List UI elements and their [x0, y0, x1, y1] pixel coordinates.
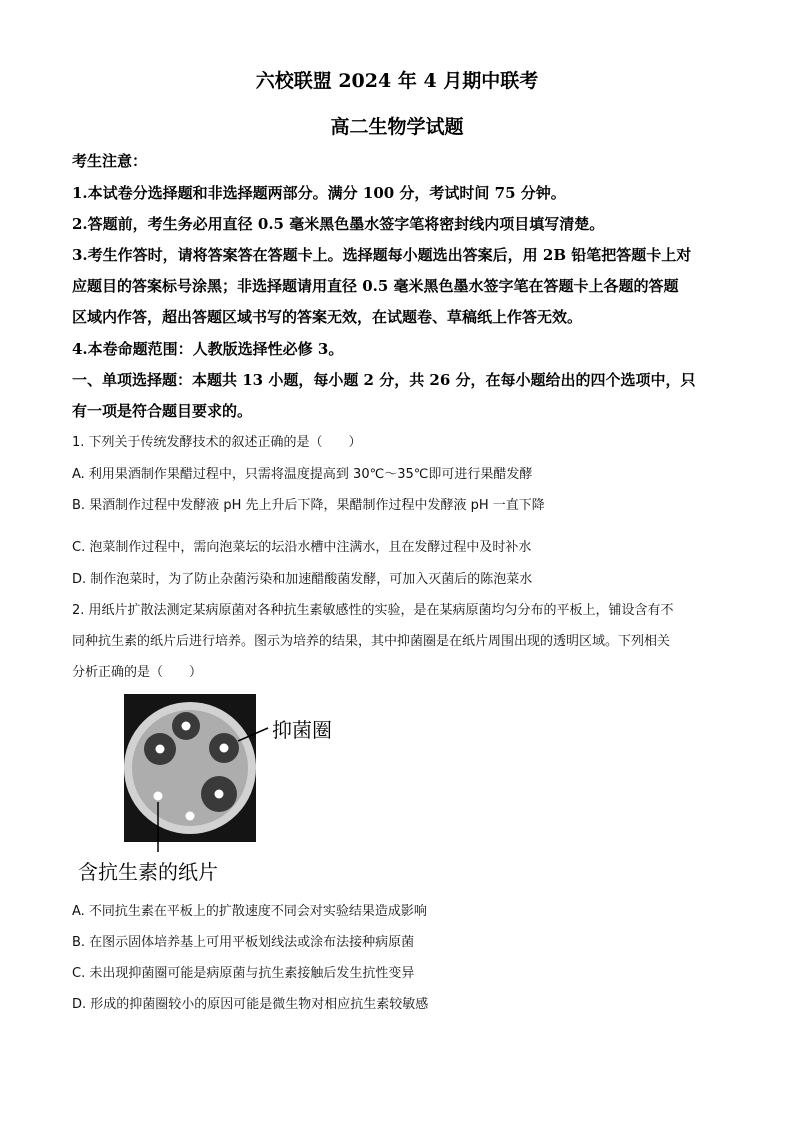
section-heading: 一、单项选择题：本题共 13 小题，每小题 2 分，共 26 分，在每小题给出的四个选项中，只	[72, 371, 696, 389]
q2-option-c: C. 未出现抑菌圈可能是病原菌与抗生素接触后发生抗性变异	[72, 966, 415, 981]
notice-heading: 考生注意：	[72, 152, 148, 170]
q2-stem-cont: 分析正确的是（ ）	[72, 665, 203, 680]
q2-stem-cont: 同种抗生素的纸片后进行培养。图示为培养的结果，其中抑菌圈是在纸片周围出现的透明区域。下列相关	[72, 634, 671, 649]
q2-stem: 2. 用纸片扩散法测定某病原菌对各种抗生素敏感性的实验，是在某病原菌均匀分布的平板上，铺设含有不	[72, 603, 674, 618]
notice-item: 1.本试卷分选择题和非选择题两部分。满分 100 分，考试时间 75 分钟。	[72, 184, 566, 202]
notice-item: 应题目的答案标号涂黑；非选择题请用直径 0.5 毫米黑色墨水签字笔在答题卡上各题的答题	[72, 277, 679, 295]
zone-of-inhibition-label: 抑菌圈	[272, 718, 332, 742]
notice-item: 2.答题前，考生务必用直径 0.5 毫米黑色墨水签字笔将密封线内项目填写清楚。	[72, 215, 605, 233]
exam-subtitle: 高二生物学试题	[330, 116, 464, 138]
notice-item: 4.本卷命题范围：人教版选择性必修 3。	[72, 340, 344, 358]
q1-option-c: C. 泡菜制作过程中，需向泡菜坛的坛沿水槽中注满水，且在发酵过程中及时补水	[72, 540, 532, 555]
q1-option-b: B. 果酒制作过程中发酵液 pH 先上升后下降，果醋制作过程中发酵液 pH 一直下降	[72, 498, 545, 513]
q1-stem: 1. 下列关于传统发酵技术的叙述正确的是（ ）	[72, 435, 362, 450]
section-heading-cont: 有一项是符合题目要求的。	[72, 402, 253, 420]
notice-item: 区域内作答，超出答题区域书写的答案无效，在试题卷、草稿纸上作答无效。	[72, 308, 583, 326]
antibiotic-disc-label: 含抗生素的纸片	[78, 860, 218, 884]
q2-option-d: D. 形成的抑菌圈较小的原因可能是微生物对相应抗生素较敏感	[72, 997, 429, 1012]
q1-option-d: D. 制作泡菜时，为了防止杂菌污染和加速醋酸菌发酵，可加入灭菌后的陈泡菜水	[72, 572, 533, 587]
q2-option-b: B. 在图示固体培养基上可用平板划线法或涂布法接种病原菌	[72, 935, 415, 950]
notice-item: 3.考生作答时，请将答案答在答题卡上。选择题每小题选出答案后，用 2B 铅笔把答题卡上对	[72, 246, 692, 264]
q2-option-a: A. 不同抗生素在平板上的扩散速度不同会对实验结果造成影响	[72, 904, 427, 919]
exam-title: 六校联盟 2024 年 4 月期中联考	[255, 70, 539, 92]
q1-option-a: A. 利用果酒制作果醋过程中，只需将温度提高到 30℃～35℃即可进行果醋发酵	[72, 467, 533, 482]
petri-dish-figure	[72, 690, 372, 890]
